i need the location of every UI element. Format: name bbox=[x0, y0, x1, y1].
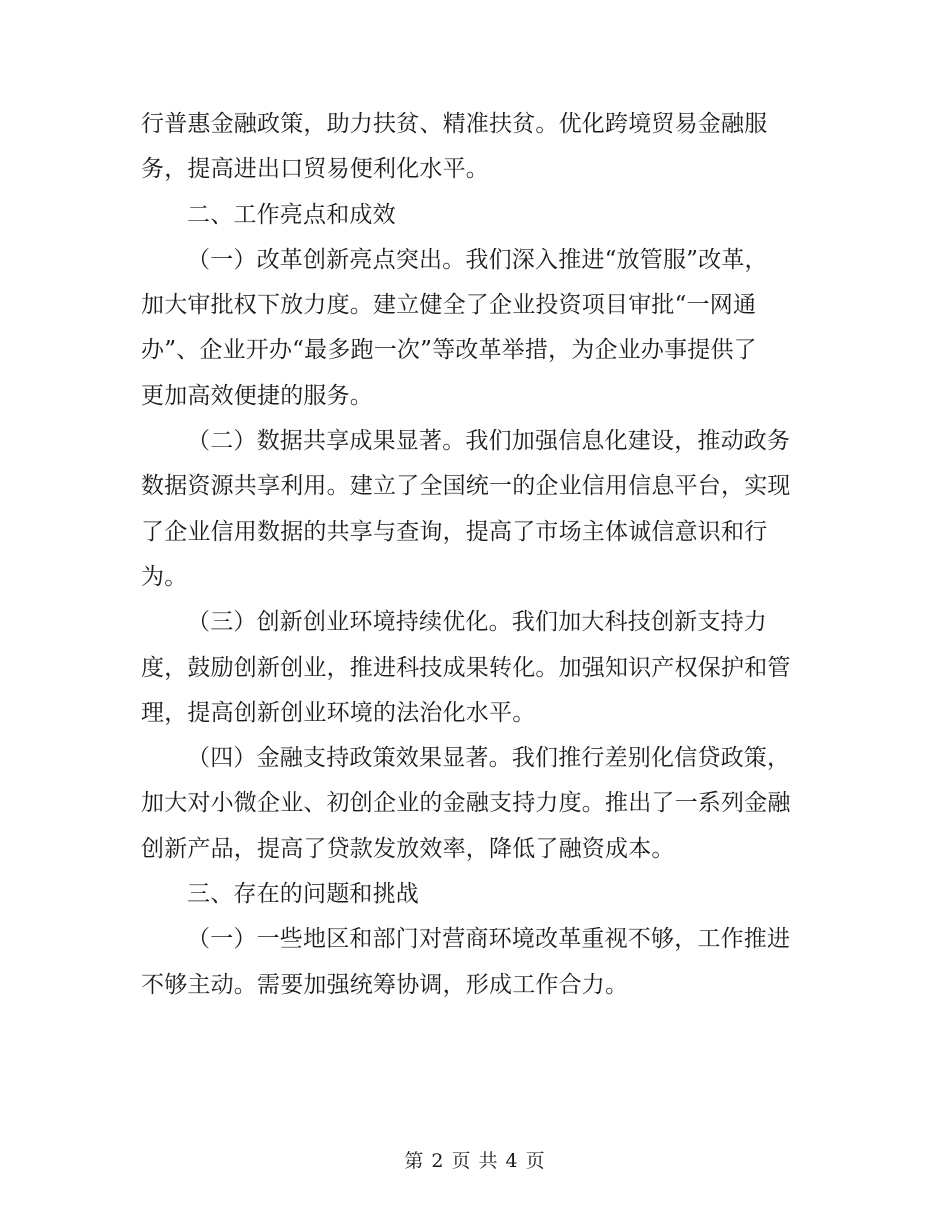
text-line: （三）创新创业环境持续优化。我们加大科技创新支持力 bbox=[187, 609, 767, 636]
text-line: 度，鼓励创新创业，推进科技成果转化。加强知识产权保护和管 bbox=[141, 654, 791, 681]
text-line: 为。 bbox=[141, 563, 188, 590]
text-line: （二）数据共享成果显著。我们加强信息化建设，推动政务 bbox=[187, 428, 791, 455]
text-line: 不够主动。需要加强统筹协调，形成工作合力。 bbox=[141, 971, 629, 998]
text-line: 数据资源共享利用。建立了全国统一的企业信用信息平台，实现 bbox=[141, 473, 791, 500]
text-line: （四）金融支持政策效果显著。我们推行差别化信贷政策， bbox=[187, 745, 791, 772]
text-line: （一）改革创新亮点突出。我们深入推进“放管服”改革， bbox=[187, 246, 768, 273]
text-line: 更加高效便捷的服务。 bbox=[141, 382, 373, 409]
text-line: （一）一些地区和部门对营商环境改革重视不够，工作推进 bbox=[187, 926, 791, 953]
document-body bbox=[141, 102, 809, 1008]
text-line: 行普惠金融政策，助力扶贫、精准扶贫。优化跨境贸易金融服 bbox=[141, 111, 768, 137]
text-line: 二、工作亮点和成效 bbox=[187, 201, 396, 228]
text-line: 理，提高创新创业环境的法治化水平。 bbox=[141, 699, 536, 726]
text-line: 办”、企业开办“最多跑一次”等改革举措，为企业办事提供了 bbox=[141, 337, 757, 364]
text-line: 了企业信用数据的共享与查询，提高了市场主体诚信意识和行 bbox=[141, 518, 768, 545]
text-line: 务，提高进出口贸易便利化水平。 bbox=[141, 156, 489, 183]
text-line: 加大审批权下放力度。建立健全了企业投资项目审批“一网通 bbox=[141, 292, 757, 319]
text-line: 三、存在的问题和挑战 bbox=[187, 881, 419, 908]
text-line: 创新产品，提高了贷款发放效率，降低了融资成本。 bbox=[141, 835, 675, 862]
page-footer-page-number: 第 2 页 共 4 页 bbox=[404, 1150, 546, 1172]
text-line: 加大对小微企业、初创企业的金融支持力度。推出了一系列金融 bbox=[141, 790, 791, 817]
